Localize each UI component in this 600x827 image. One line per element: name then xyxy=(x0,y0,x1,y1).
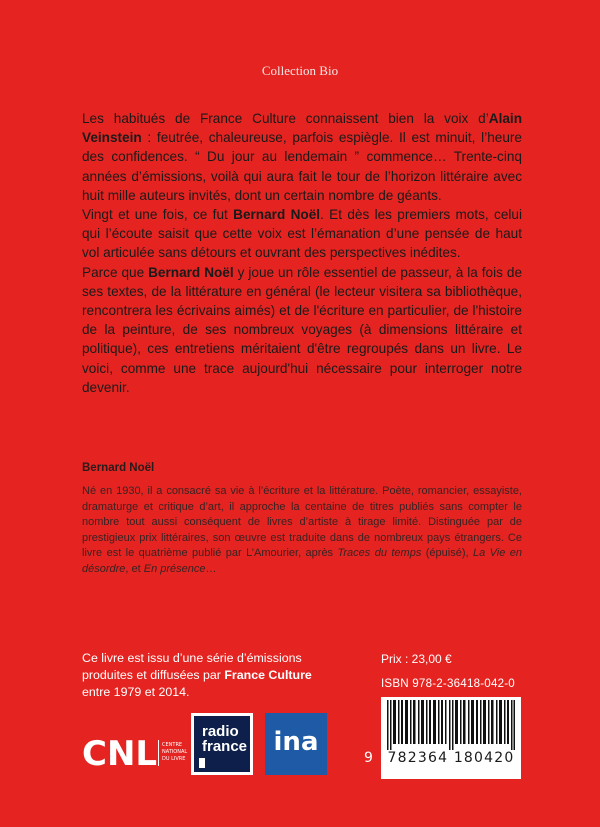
blurb-paragraph-3: Parce que Bernard Noël y joue un rôle essentiel de passeur, à la fois de ses textes, de la littérature en général (le lecteur visitera sa bibliothèque, rencontrera les écrivains aimés) et de l'écriture en particulier, de l'histoire de la peinture, de ses nombreux voyages (à dimensions littéraire et politique), ces entretiens méritaient d'être regroupés dans un livre. Le voici, comme une trace aujourd'hui nécessaire pour interroger notre devenir. xyxy=(82,264,523,395)
price-label: Prix : 23,00 € xyxy=(381,652,452,666)
barcode-first-digit: 9 xyxy=(364,750,373,766)
author-name-veinstein: Alain Veinstein xyxy=(82,111,522,146)
author-bio: Né en 1930, il a consacré sa vie à l’écriture et la littérature. Poète, romancier, essayiste, dramaturge et critique d’art, il approche la centaine de titres publiés sans compter le nombre tout aussi conséquent de livres d’artiste à tirage limité. Distinguée par de prestigieux prix littéraires, son œuvre est traduite dans de nombreux pays étrangers. Ce livre est le quatrième publié par L’Amourier, après Traces du temps (épuisé), La Vie en désordre, et En présence… xyxy=(82,485,522,575)
cnl-logo xyxy=(82,728,192,778)
isbn-label: ISBN 978-2-36418-042-0 xyxy=(381,677,515,690)
book-title-3: En présence xyxy=(143,562,206,575)
back-cover-blurb xyxy=(82,109,522,397)
cnl-logo-sub-3: DU LIVRE xyxy=(162,756,186,762)
barcode-digits: 782364 180420 xyxy=(381,750,521,766)
book-title-1: Traces du temps xyxy=(337,547,422,560)
cnl-logo-letters: CNL xyxy=(82,734,158,774)
author-name-noel: Bernard Noël xyxy=(233,207,321,223)
book-title-2: La Vie en désordre xyxy=(82,547,522,575)
cnl-logo-sub-2: NATIONAL xyxy=(162,749,188,755)
barcode-bars xyxy=(387,700,515,750)
cnl-logo-sub-1: CENTRE xyxy=(162,742,183,748)
ina-logo-text: ina xyxy=(273,727,319,757)
ina-logo xyxy=(265,713,327,775)
radio-france-word-1: radio xyxy=(202,723,239,740)
broadcast-note: Ce livre est issu d’une série d’émissions produites et diffusées par France Culture entre 1979 et 2014. xyxy=(82,651,312,699)
blurb-paragraph-1: Les habitués de France Culture connaissent bien la voix d’Alain Veinstein : feutrée, chaleureuse, parfois espiègle. Il est minuit, l’heure des confidences. “ Du jour au lendemain ” commence… Trente-cinq années d’émissions, voilà qui aura fait le tour de l’horizon littéraire avec huit mille auteurs invités, dont un certain nombre de géants. xyxy=(82,111,522,203)
author-name-noel-2: Bernard Noël xyxy=(148,264,234,280)
radio-france-logo xyxy=(191,713,253,775)
collection-label: Collection Bio xyxy=(261,63,339,78)
author-bio-title: Bernard Noël xyxy=(82,462,155,474)
blurb-paragraph-2: Vingt et une fois, ce fut Bernard Noël. Et dès les premiers mots, celui qui l’écoute saisit que cette voix est l’émanation d’une pensée de haut vol articulée sans détours et ouvrant des perspectives inédites. xyxy=(82,207,522,261)
radio-france-word-2: france xyxy=(202,738,248,755)
barcode xyxy=(381,697,521,779)
